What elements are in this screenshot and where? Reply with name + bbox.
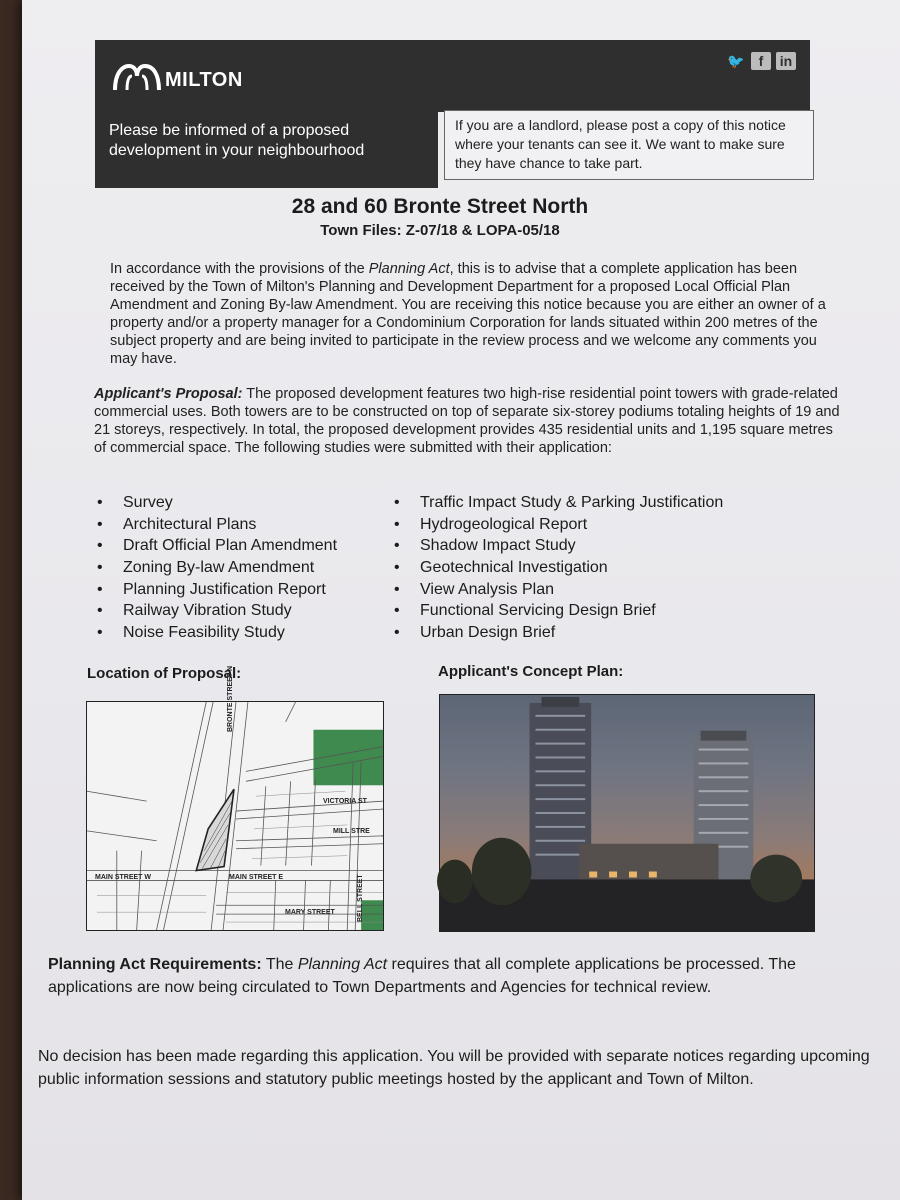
list-item: • Shadow Impact Study: [392, 535, 812, 557]
towers-illustration: [440, 695, 814, 931]
list-item: • Survey: [95, 492, 395, 514]
requirements-label: Planning Act Requirements:: [48, 956, 262, 973]
landlord-notice-box: If you are a landlord, please post a copy of this notice where your tenants can see it. We want to make sure they have chance to take part.: [444, 110, 814, 180]
linkedin-icon: in: [776, 52, 796, 70]
town-files: Town Files: Z-07/18 & LOPA-05/18: [320, 222, 560, 239]
planning-act-ref: Planning Act: [297, 956, 388, 973]
planning-act-ref: Planning Act: [368, 261, 450, 277]
map-drawing: [87, 702, 383, 930]
facebook-icon: f: [751, 52, 771, 70]
page-title: 28 and 60 Bronte Street North: [291, 195, 589, 218]
proposal-paragraph: Applicant's Proposal: The proposed development features two high-rise residential point towers with grade-related commercial uses. Both towers are to be constructed on top of separate six-storey podiums totaling heights of 19 and 21 storeys, respectively. In total, the proposed development provides 435 residential units and 1,195 square metres of commercial space. The following studies were submitted with their application:: [94, 386, 840, 456]
brand-name: MILTON: [165, 68, 243, 91]
map-label-bronte: BRONTE STREET N: [227, 665, 234, 732]
twitter-icon: 🐦: [727, 53, 745, 69]
studies-list-left: [95, 492, 395, 644]
intro-paragraph: In accordance with the provisions of the Planning Act, this is to advise that a complete application has been received by the Town of Milton's Planning and Development Department for a proposed Local Official Plan Amendment and Zoning By-law Amendment. You are receiving this notice because you are either an owner of a property and/or a property manager for a Condominium Corporation for lands situated within 200 metres of the subject property and are being invited to participate in the review process and we welcome any comments you may have.: [110, 261, 826, 367]
studies-list-right: [392, 492, 812, 644]
map-label-main-w: MAIN STREET W: [95, 874, 151, 881]
milton-header-banner: [95, 40, 810, 112]
list-item: • Zoning By-law Amendment: [95, 557, 395, 579]
list-item: • View Analysis Plan: [392, 579, 812, 601]
requirements-paragraph: Planning Act Requirements: The Planning Act requires that all complete applications be processed. The applications are now being circulated to Town Departments and Agencies for technical review.: [48, 956, 796, 996]
social-icons: [726, 52, 796, 70]
list-item: • Traffic Impact Study & Parking Justification: [392, 492, 812, 514]
map-label-mill: MILL STRE: [333, 828, 370, 835]
location-caption: Location of Proposal:: [87, 665, 242, 682]
list-item: • Urban Design Brief: [392, 622, 812, 644]
list-item: • Architectural Plans: [95, 514, 395, 536]
milton-m-logo-icon: [113, 62, 161, 92]
decision-paragraph: No decision has been made regarding this application. You will be provided with separate notices regarding upcoming public information sessions and statutory public meetings hosted by the applicant and Town of Milton.: [38, 1048, 870, 1088]
concept-plan-rendering: [439, 694, 815, 932]
list-item: • Geotechnical Investigation: [392, 557, 812, 579]
list-item: • Hydrogeological Report: [392, 514, 812, 536]
milton-logo: [113, 62, 243, 92]
list-item: • Functional Servicing Design Brief: [392, 600, 812, 622]
map-label-victoria: VICTORIA ST: [323, 798, 367, 805]
map-label-bell: BELL STREET: [357, 874, 364, 922]
map-label-main-e: MAIN STREET E: [229, 874, 284, 881]
list-item: • Planning Justification Report: [95, 579, 395, 601]
map-label-mary: MARY STREET: [285, 909, 335, 916]
concept-caption: Applicant's Concept Plan:: [438, 663, 624, 680]
list-item: • Draft Official Plan Amendment: [95, 535, 395, 557]
list-item: • Railway Vibration Study: [95, 600, 395, 622]
proposal-label: Applicant's Proposal:: [94, 386, 243, 402]
list-item: • Noise Feasibility Study: [95, 622, 395, 644]
inform-banner: Please be informed of a proposed development in your neighbourhood: [95, 112, 438, 188]
